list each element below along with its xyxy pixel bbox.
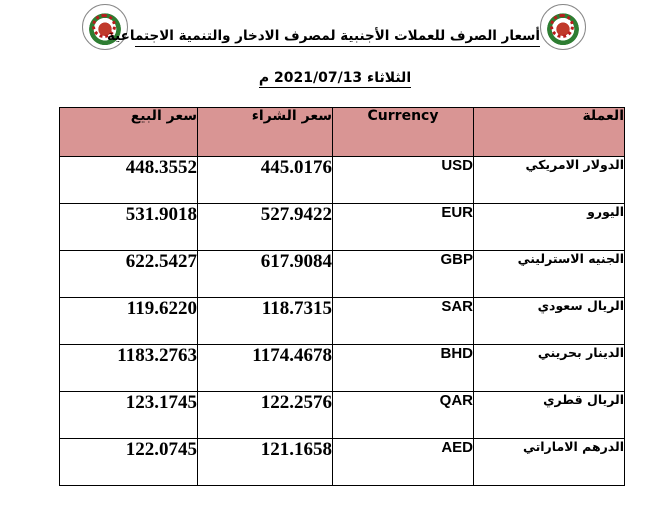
sell-rate: 1183.2763 [60,345,198,392]
header-currency-code: Currency [333,108,474,157]
table-row [60,345,625,392]
sell-rate: 531.9018 [60,204,198,251]
exchange-rates-table [59,107,625,486]
buy-rate: 445.0176 [198,157,333,204]
currency-code: EUR [333,204,474,251]
buy-rate: 118.7315 [198,298,333,345]
rates-date [0,70,670,86]
currency-code: SAR [333,298,474,345]
table-header-row [60,108,625,157]
table-row [60,298,625,345]
currency-code: GBP [333,251,474,298]
currency-name: اليورو [474,204,625,251]
currency-code: QAR [333,392,474,439]
currency-name: الريال قطري [474,392,625,439]
buy-rate: 527.9422 [198,204,333,251]
sell-rate: 123.1745 [60,392,198,439]
page-title: أسعار الصرف للعملات الأجنبية لمصرف الادخار والتنمية الاجتماعية [135,26,540,47]
bank-logo-right [540,4,586,50]
table-row [60,204,625,251]
table-row [60,157,625,204]
currency-name: الدينار بحريني [474,345,625,392]
table-row [60,251,625,298]
buy-rate: 1174.4678 [198,345,333,392]
sell-rate: 448.3552 [60,157,198,204]
currency-code: USD [333,157,474,204]
header-buy-rate: سعر الشراء [198,108,333,157]
buy-rate: 122.2576 [198,392,333,439]
currency-code: BHD [333,345,474,392]
header-currency-name: العملة [474,108,625,157]
buy-rate: 121.1658 [198,439,333,486]
currency-name: الريال سعودي [474,298,625,345]
header-sell-rate: سعر البيع [60,108,198,157]
sell-rate: 122.0745 [60,439,198,486]
currency-name: الدرهم الاماراتي [474,439,625,486]
table-row [60,392,625,439]
currency-name: الجنيه الاسترليني [474,251,625,298]
buy-rate: 617.9084 [198,251,333,298]
currency-name: الدولار الامريكي [474,157,625,204]
sell-rate: 622.5427 [60,251,198,298]
rates-date-text: الثلاثاء 2021/07/13 م [258,70,412,86]
currency-code: AED [333,439,474,486]
table-row [60,439,625,486]
sell-rate: 119.6220 [60,298,198,345]
